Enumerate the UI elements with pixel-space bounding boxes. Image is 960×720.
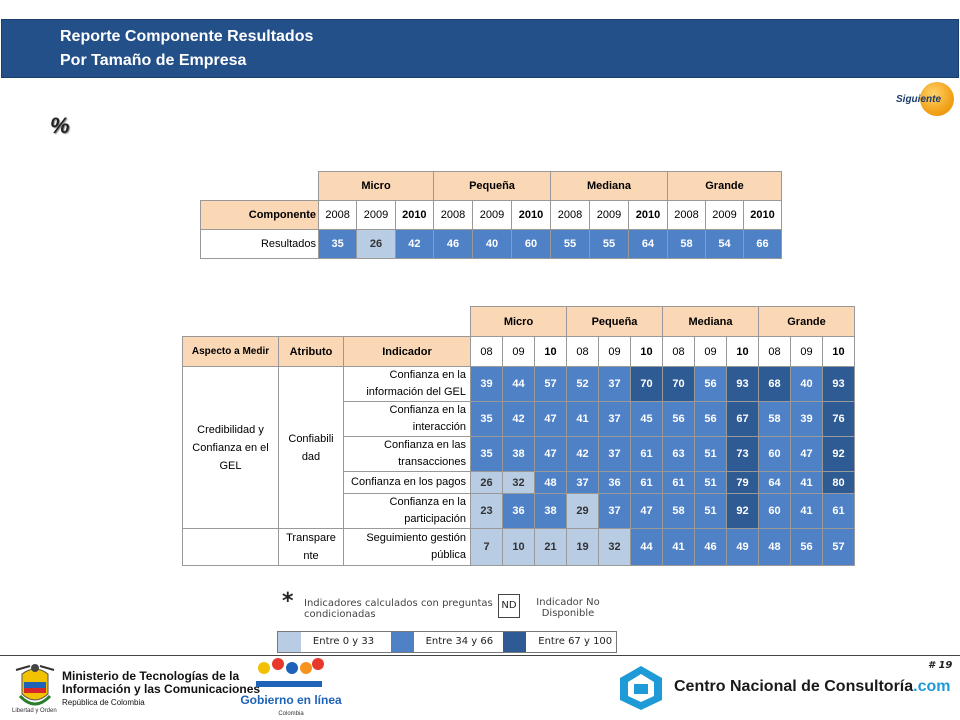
value-cell: 46 [695,529,727,566]
value-cell: 36 [599,472,631,494]
value-cell: 47 [535,437,567,472]
value-cell: 60 [759,494,791,529]
indicator-cell: Confianza en la información del GEL [344,367,471,402]
value-cell: 67 [727,402,759,437]
value-cell: 56 [695,367,727,402]
year-cell: 08 [567,337,599,367]
gobierno-en-linea-logo [240,658,342,718]
value-cell: 26 [357,230,395,259]
value-cell: 47 [631,494,663,529]
indicator-cell: Confianza en los pagos [344,472,471,494]
value-cell: 29 [567,494,599,529]
value-cell: 35 [471,402,503,437]
value-cell: 58 [663,494,695,529]
page-number: # 19 [928,660,953,671]
color-legend [277,631,617,653]
value-cell: 64 [759,472,791,494]
value-cell: 57 [823,529,855,566]
year-cell: 2009 [706,201,744,230]
cnc-brand-suffix: .com [913,678,951,695]
cnc-logo-icon [616,664,666,712]
value-cell: 39 [791,402,823,437]
report-title: Reporte Componente Resultados [60,28,314,45]
year-cell: 09 [599,337,631,367]
value-cell: 45 [631,402,663,437]
gob-logo-country: Colombia [278,711,304,717]
cnc-brand-name: Centro Nacional de Consultoría [674,678,914,695]
value-cell: 73 [727,437,759,472]
value-cell: 68 [759,367,791,402]
value-cell: 38 [535,494,567,529]
gob-logo-text: Gobierno en línea [240,693,342,707]
year-cell: 2008 [668,201,706,230]
indicator-cell: Seguimiento gestión pública [344,529,471,566]
percent-label: % [50,113,70,138]
group-header: Pequeña [434,172,551,201]
summary-year-row [201,201,782,230]
row-label: Resultados [201,230,319,259]
value-cell: 60 [759,437,791,472]
report-subtitle: Por Tamaño de Empresa [60,52,247,69]
blank-cell [183,307,471,337]
value-cell: 32 [599,529,631,566]
value-cell: 48 [759,529,791,566]
value-cell: 93 [823,367,855,402]
aspect-header: Aspecto a Medir [183,337,279,367]
blank-cell [201,172,319,201]
indicator-row [183,529,855,566]
summary-data-row [201,230,782,259]
value-cell: 56 [791,529,823,566]
ministry-name [62,670,260,709]
indicator-cell: Confianza en la interacción [344,402,471,437]
ministry-line: Información y las Comunicaciones [62,682,261,696]
value-cell: 41 [663,529,695,566]
group-header: Grande [668,172,782,201]
aspect-cell-empty [183,529,279,566]
value-cell: 36 [503,494,535,529]
value-cell: 41 [791,494,823,529]
value-cell: 19 [567,529,599,566]
year-cell: 10 [631,337,663,367]
year-cell: 09 [503,337,535,367]
value-cell: 58 [668,230,706,259]
value-cell: 37 [599,437,631,472]
summary-group-row [201,172,782,201]
value-cell: 23 [471,494,503,529]
nd-badge: ND [498,594,520,618]
indicator-row [183,367,855,402]
value-cell: 55 [590,230,629,259]
ministry-line: Ministerio de Tecnologías de la [62,669,240,683]
asterisk-icon: * [282,589,294,614]
value-cell: 46 [434,230,473,259]
indicators-group-row [183,307,855,337]
year-cell: 10 [535,337,567,367]
year-cell: 2008 [551,201,590,230]
ministry-motto: Libertad y Orden [12,708,57,714]
value-cell: 35 [319,230,357,259]
value-cell: 47 [535,402,567,437]
group-header: Micro [319,172,434,201]
year-cell: 08 [759,337,791,367]
year-cell: 2010 [512,201,551,230]
attribute-header: Atributo [279,337,344,367]
year-cell: 08 [471,337,503,367]
year-cell: 09 [695,337,727,367]
year-cell: 2008 [434,201,473,230]
indicator-header: Indicador [344,337,471,367]
value-cell: 44 [631,529,663,566]
value-cell: 51 [695,437,727,472]
indicator-cell: Confianza en la participación [344,494,471,529]
ministry-country: República de Colombia [62,698,145,707]
component-label: Componente [201,201,319,230]
value-cell: 48 [535,472,567,494]
year-cell: 10 [727,337,759,367]
value-cell: 80 [823,472,855,494]
year-cell: 2010 [744,201,782,230]
value-cell: 42 [567,437,599,472]
value-cell: 64 [629,230,668,259]
value-cell: 92 [727,494,759,529]
legend-label: Entre 0 y 33 [312,636,375,647]
group-header: Pequeña [567,307,663,337]
value-cell: 49 [727,529,759,566]
year-cell: 2009 [357,201,395,230]
attribute-cell: Confiabili dad [279,367,344,529]
value-cell: 41 [567,402,599,437]
group-header: Grande [759,307,855,337]
value-cell: 60 [512,230,551,259]
legend-swatch-high [503,632,526,652]
value-cell: 41 [791,472,823,494]
nd-note: Indicador No Disponible [536,597,600,619]
year-cell: 09 [791,337,823,367]
aspect-cell: Credibilidad y Confianza en el GEL [183,367,279,529]
year-cell: 2008 [319,201,357,230]
indicators-header-row [183,337,855,367]
year-cell: 08 [663,337,695,367]
cnc-brand [674,678,950,696]
value-cell: 76 [823,402,855,437]
value-cell: 70 [663,367,695,402]
value-cell: 51 [695,494,727,529]
value-cell: 37 [599,402,631,437]
legend-swatch-mid [391,632,414,652]
legend-label: Entre 67 y 100 [538,636,613,647]
value-cell: 26 [471,472,503,494]
value-cell: 56 [695,402,727,437]
value-cell: 63 [663,437,695,472]
group-header: Micro [471,307,567,337]
group-header: Mediana [663,307,759,337]
conditional-note: Indicadores calculados con preguntas condicionadas [304,598,493,620]
value-cell: 51 [695,472,727,494]
summary-table [200,171,782,259]
value-cell: 70 [631,367,663,402]
value-cell: 42 [503,402,535,437]
value-cell: 7 [471,529,503,566]
value-cell: 56 [663,402,695,437]
value-cell: 61 [663,472,695,494]
year-cell: 2010 [629,201,668,230]
year-cell: 2009 [590,201,629,230]
value-cell: 40 [791,367,823,402]
year-cell: 2010 [395,201,433,230]
value-cell: 66 [744,230,782,259]
attribute-cell: Transpare nte [279,529,344,566]
next-button[interactable]: Siguiente [896,94,942,105]
value-cell: 38 [503,437,535,472]
value-cell: 79 [727,472,759,494]
value-cell: 93 [727,367,759,402]
value-cell: 61 [823,494,855,529]
value-cell: 54 [706,230,744,259]
footer-divider [0,655,960,656]
value-cell: 39 [471,367,503,402]
year-cell: 10 [823,337,855,367]
legend-swatch-low [278,632,301,652]
year-cell: 2009 [473,201,512,230]
value-cell: 61 [631,472,663,494]
value-cell: 42 [395,230,433,259]
value-cell: 37 [567,472,599,494]
report-header [1,19,959,78]
value-cell: 40 [473,230,512,259]
value-cell: 55 [551,230,590,259]
value-cell: 61 [631,437,663,472]
value-cell: 37 [599,494,631,529]
group-header: Mediana [551,172,668,201]
value-cell: 58 [759,402,791,437]
value-cell: 37 [599,367,631,402]
value-cell: 92 [823,437,855,472]
value-cell: 21 [535,529,567,566]
value-cell: 52 [567,367,599,402]
legend-label: Entre 34 y 66 [425,636,494,647]
value-cell: 57 [535,367,567,402]
indicators-table [182,306,855,566]
indicator-cell: Confianza en las transacciones [344,437,471,472]
value-cell: 10 [503,529,535,566]
value-cell: 47 [791,437,823,472]
value-cell: 32 [503,472,535,494]
value-cell: 44 [503,367,535,402]
value-cell: 35 [471,437,503,472]
